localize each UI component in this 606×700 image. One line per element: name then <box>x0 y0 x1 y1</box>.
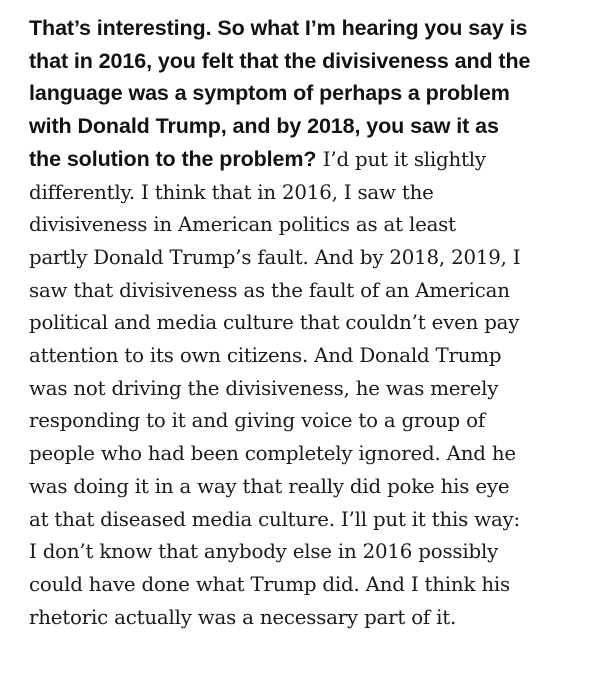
question-line: language was a symptom of perhaps a problem <box>29 81 510 106</box>
answer-line: I don’t know that anybody else in 2016 possibly <box>29 540 499 564</box>
answer-line: I’d put it slightly <box>322 147 486 171</box>
question-line: That’s interesting. So what I’m hearing you say is <box>29 16 528 40</box>
interview-paragraph <box>29 12 586 634</box>
question-line: the solution to the problem? <box>29 146 317 171</box>
question-line: that in 2016, you felt that the divisiveness and the <box>29 48 531 73</box>
mixed-line <box>29 143 586 177</box>
answer-line: divisiveness in American politics as at least <box>29 213 456 237</box>
answer-line: partly Donald Trump’s fault. And by 2018, 2019, I <box>29 245 521 269</box>
answer-line: was doing it in a way that really did poke his eye <box>29 474 510 498</box>
answer-line: saw that divisiveness as the fault of an American <box>29 278 510 302</box>
answer-line: attention to its own citizens. And Donald Trump <box>29 344 502 368</box>
answer-line: was not driving the divisiveness, he was merely <box>29 376 499 400</box>
question-line: with Donald Trump, and by 2018, you saw it as <box>29 114 499 139</box>
answer-line: at that diseased media culture. I’ll put it this way: <box>29 507 520 531</box>
answer-line: rhetoric actually was a necessary part of it. <box>29 605 457 629</box>
answer-line: could have done what Trump did. And I think his <box>29 572 510 596</box>
answer-line: differently. I think that in 2016, I saw the <box>29 180 434 204</box>
answer-line: political and media culture that couldn’t even pay <box>29 311 520 335</box>
answer-line: people who had been completely ignored. And he <box>29 442 516 466</box>
answer-line: responding to it and giving voice to a group of <box>29 409 485 433</box>
